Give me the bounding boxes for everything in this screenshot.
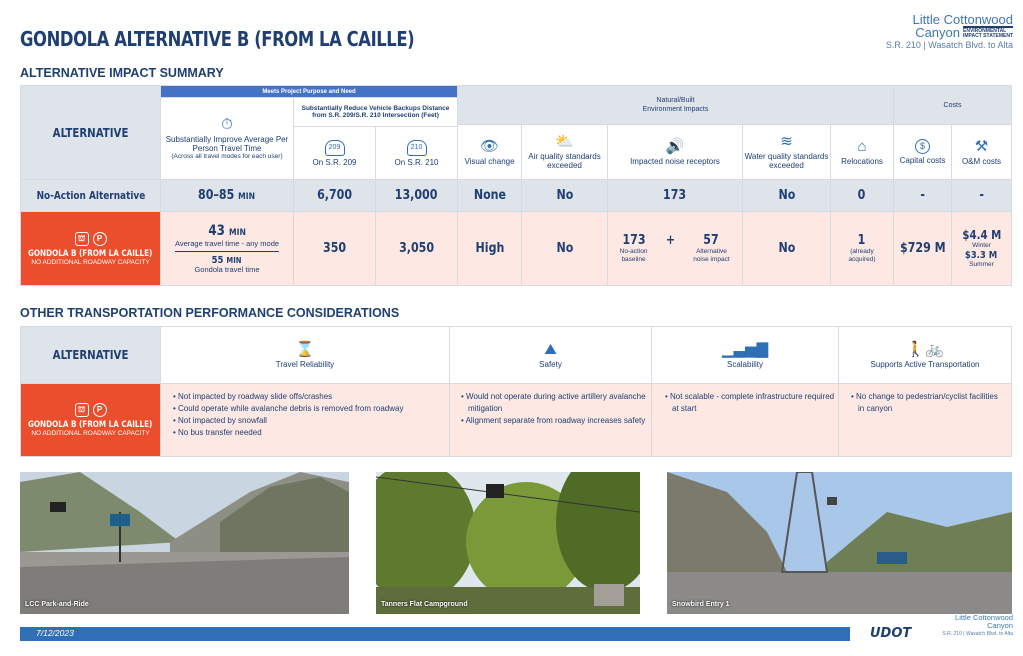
hourglass-icon: ⌛ bbox=[295, 340, 315, 358]
gondola-om-winter-label: Winter bbox=[972, 241, 991, 249]
photo-park-and-ride bbox=[20, 472, 349, 614]
project-logo bbox=[886, 14, 1013, 50]
water-icon: ≋ bbox=[780, 133, 793, 150]
eye-icon: 👁 bbox=[479, 137, 500, 155]
col-active: Supports Active Transportation bbox=[870, 359, 980, 369]
reliability-list bbox=[173, 391, 445, 439]
list-item: • Could operate while avalanche debris is removed from roadway bbox=[173, 403, 445, 415]
col-sr209: On S.R. 209 bbox=[312, 157, 357, 167]
gondola-travel-ride: 55 bbox=[212, 254, 224, 266]
safety-list bbox=[461, 391, 647, 427]
photo-caption: Tanners Flat Campground bbox=[381, 601, 468, 608]
gondola-capital: $729 M bbox=[899, 241, 946, 256]
other-col-alternative: ALTERNATIVE bbox=[52, 348, 129, 362]
active-list bbox=[851, 391, 1006, 415]
footer-logo-line1: Little Cottonwood bbox=[955, 613, 1013, 622]
page-title: GONDOLA ALTERNATIVE B (FROM LA CAILLE) bbox=[20, 27, 415, 51]
speaker-icon: 🔊 bbox=[665, 137, 685, 155]
other-gondola-sub: NO ADDITIONAL ROADWAY CAPACITY bbox=[31, 430, 150, 437]
photo-caption: LCC Park-and-Ride bbox=[25, 601, 89, 608]
list-item: • Not impacted by snowfall bbox=[173, 415, 445, 427]
group-env: Natural/Built Environment Impacts bbox=[642, 97, 709, 113]
group-purpose: Meets Project Purpose and Need bbox=[161, 85, 458, 98]
col-sr210: On S.R. 210 bbox=[394, 157, 439, 167]
summary-heading: ALTERNATIVE IMPACT SUMMARY bbox=[20, 66, 224, 80]
col-travel: Substantially Improve Average Per Person Travel Time bbox=[165, 135, 289, 153]
walk-bike-icon: 🚶🚲 bbox=[906, 340, 944, 358]
stopwatch-icon: ⏱ bbox=[221, 116, 233, 133]
col-visual: Visual change bbox=[464, 156, 515, 166]
gondola-reloc-note: (already acquired) bbox=[848, 248, 876, 263]
mountain-icon: ⛰ bbox=[544, 340, 557, 358]
noise-plus: + bbox=[665, 233, 675, 248]
col-alternative: ALTERNATIVE bbox=[52, 125, 129, 140]
gondola-travel-avg: 43 bbox=[208, 222, 225, 239]
gondola-noise-alt: 57 bbox=[703, 233, 720, 248]
gondola-om-summer-label: Summer bbox=[969, 260, 994, 268]
tanners-flat-image bbox=[376, 472, 640, 614]
noaction-om: - bbox=[979, 188, 984, 203]
gondola-sub: NO ADDITIONAL ROADWAY CAPACITY bbox=[31, 258, 150, 266]
route-210-sign-icon: 210 bbox=[407, 140, 427, 156]
gondola-reloc: 1 bbox=[858, 233, 866, 248]
photo-caption: Snowbird Entry 1 bbox=[672, 601, 730, 608]
bar-chart-icon: ▁▃▅▇ bbox=[721, 340, 769, 358]
noaction-noise: 173 bbox=[663, 188, 687, 203]
col-noise: Impacted noise receptors bbox=[630, 156, 720, 166]
udot-logo: UDOT bbox=[870, 626, 912, 641]
gondola-icon: ⛫ bbox=[75, 232, 89, 246]
col-om: O&M costs bbox=[961, 156, 1002, 166]
col-travel-note: (Across all travel modes for each user) bbox=[171, 153, 283, 160]
parking-icon: P bbox=[93, 403, 107, 417]
col-reliability: Travel Reliability bbox=[275, 359, 335, 369]
logo-tag2: IMPACT STATEMENT bbox=[963, 33, 1013, 39]
noaction-reloc: 0 bbox=[858, 188, 866, 203]
noaction-sr210: 13,000 bbox=[395, 188, 438, 203]
noaction-water: No bbox=[778, 188, 795, 203]
noaction-capital: - bbox=[920, 188, 925, 203]
list-item: • Not impacted by roadway slide offs/crashes bbox=[173, 391, 445, 403]
logo-line3: S.R. 210 | Wasatch Blvd. to Alta bbox=[885, 40, 1013, 50]
scalability-list bbox=[665, 391, 835, 415]
photo-tanners-flat bbox=[376, 472, 640, 614]
house-icon: ⌂ bbox=[857, 137, 867, 155]
logo-tag1: ENVIRONMENTAL bbox=[963, 28, 1007, 34]
gondola-sr210: 3,050 bbox=[399, 241, 434, 256]
logo-line2: Canyon bbox=[915, 24, 960, 40]
col-safety: Safety bbox=[539, 359, 562, 369]
noaction-visual: None bbox=[473, 188, 506, 203]
footer-bar bbox=[20, 627, 850, 641]
tools-icon: ⚒ bbox=[974, 137, 989, 155]
gondola-noise-alt-label: Alternative noise impact bbox=[693, 248, 730, 263]
noaction-sr209: 6,700 bbox=[317, 188, 352, 203]
col-air: Air quality standards exceeded bbox=[528, 152, 601, 170]
col-scalability: Scalability bbox=[726, 359, 763, 369]
dollar-icon: $ bbox=[915, 139, 930, 154]
footer-logo-line2: Canyon bbox=[987, 621, 1013, 630]
col-reloc: Relocations bbox=[841, 156, 883, 166]
other-gondola-label: GONDOLA B (FROM LA CAILLE) bbox=[28, 420, 153, 430]
noaction-travel: 80–85 bbox=[198, 188, 235, 203]
col-water: Water quality standards exceeded bbox=[744, 152, 829, 170]
noaction-air: No bbox=[556, 188, 573, 203]
footer-date: 7/12/2023 bbox=[36, 628, 74, 638]
gondola-air: No bbox=[556, 241, 573, 256]
route-209-sign-icon: 209 bbox=[325, 140, 345, 156]
group-backup: Substantially Reduce Vehicle Backups Distance from S.R. 209/S.R. 210 Intersection (Feet) bbox=[301, 105, 450, 119]
gondola-om-winter: $4.4 M bbox=[962, 227, 1001, 242]
col-capital: Capital costs bbox=[899, 156, 946, 165]
list-item: • No bus transfer needed bbox=[173, 427, 445, 439]
gondola-water: No bbox=[778, 241, 795, 256]
list-item: • Would not operate during active artillery avalanche mitigation bbox=[461, 391, 647, 415]
gondola-noise-baseline: 173 bbox=[622, 233, 646, 248]
footer-logo-line3: S.R. 210 | Wasatch Blvd. to Alta bbox=[942, 631, 1013, 637]
list-item: • No change to pedestrian/cyclist facilities in canyon bbox=[851, 391, 1006, 415]
parking-icon: P bbox=[93, 232, 107, 246]
gondola-om-summer: $3.3 M bbox=[965, 249, 998, 261]
gondola-label: GONDOLA B (FROM LA CAILLE) bbox=[28, 248, 153, 259]
list-item: • Alignment separate from roadway increases safety bbox=[461, 415, 647, 427]
gondola-visual: High bbox=[475, 241, 504, 256]
gondola-noise-baseline-label: No-action baseline bbox=[619, 248, 648, 263]
other-heading: OTHER TRANSPORTATION PERFORMANCE CONSIDERATIONS bbox=[20, 306, 400, 320]
footer-logo bbox=[942, 614, 1013, 638]
gondola-travel-ride-label: Gondola travel time bbox=[194, 264, 260, 274]
noaction-label: No-Action Alternative bbox=[36, 189, 145, 202]
gondola-travel-avg-label: Average travel time - any mode bbox=[175, 240, 279, 252]
list-item: • Not scalable - complete infrastructure required at start bbox=[665, 391, 835, 415]
group-costs: Costs bbox=[943, 101, 962, 109]
gondola-icon: ⛫ bbox=[75, 403, 89, 417]
gondola-sr209: 350 bbox=[322, 241, 347, 256]
park-and-ride-image bbox=[20, 472, 349, 614]
snowbird-entry-image bbox=[667, 472, 1012, 614]
sun-cloud-icon: ⛅ bbox=[555, 133, 574, 150]
logo-line1: Little Cottonwood bbox=[912, 12, 1013, 27]
photo-snowbird-entry bbox=[667, 472, 1012, 614]
